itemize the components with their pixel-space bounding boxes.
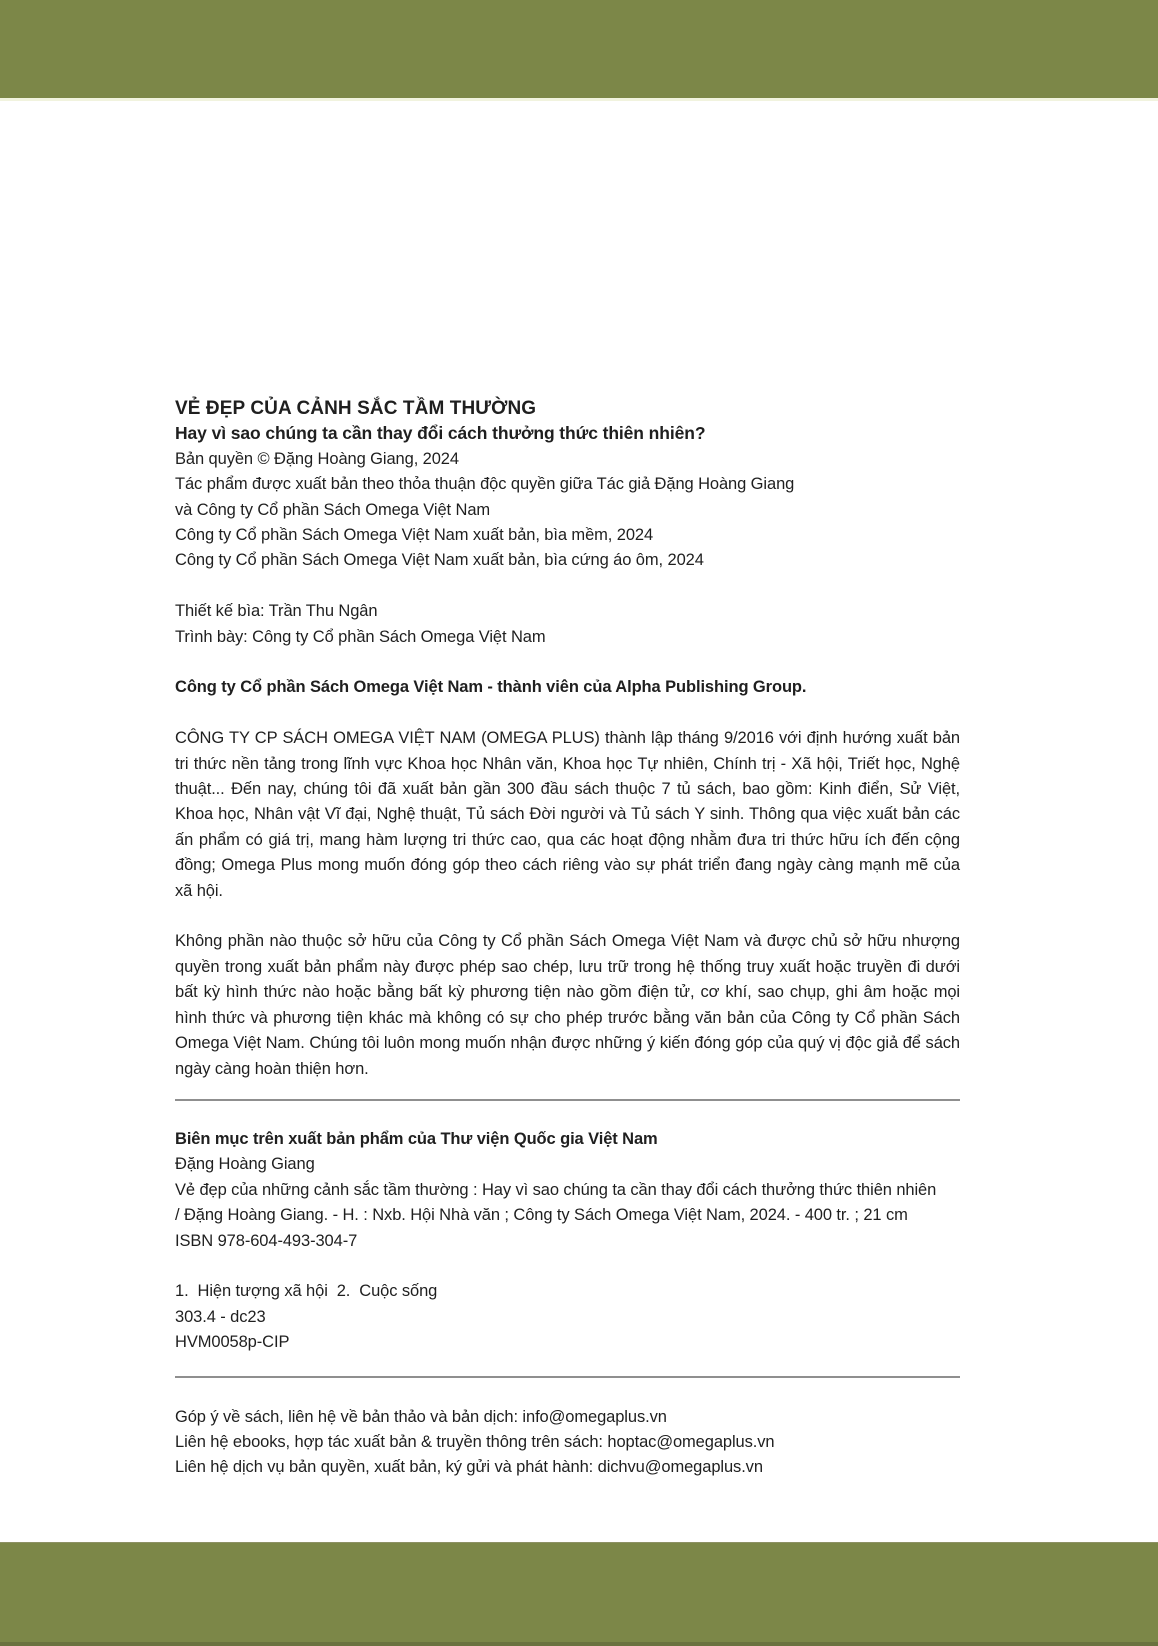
cip-ddc: 303.4 - dc23 (175, 1307, 266, 1326)
cip-block (175, 1127, 960, 1254)
copyright-line: và Công ty Cổ phần Sách Omega Việt Nam (175, 500, 491, 519)
cip-entry-line: Vẻ đẹp của những cảnh sắc tầm thường : Hay vì sao chúng ta cần thay đổi cách thưởng thức thiên nhiên (175, 1180, 937, 1199)
contact-line-feedback: Góp ý về sách, liên hệ về bản thảo và bản dịch: info@omegaplus.vn (175, 1407, 667, 1426)
top-olive-band (0, 0, 1158, 101)
membership-note: Công ty Cổ phần Sách Omega Việt Nam - thành viên của Alpha Publishing Group. (175, 678, 807, 697)
layout-credit: Trình bày: Công ty Cổ phần Sách Omega Việt Nam (175, 627, 546, 646)
rights-notice-paragraph: Không phần nào thuộc sở hữu của Công ty Cổ phần Sách Omega Việt Nam và được chủ sở hữu nhượng quyền trong xuất bản phẩm này được phép sao chép, lưu trữ trong hệ thống truy xuất hoặc truyền đi dưới bất kỳ hình thức nào hoặc bằng bất kỳ phương tiện nào gồm điện tử, cơ khí, sao chụp, ghi âm hoặc mọi hình thức và phương tiện khác mà không có sự cho phép trước bằng văn bản của Công ty Cổ phần Sách Omega Việt Nam. Chúng tôi luôn mong muốn nhận được những ý kiến đóng góp của quý vị độc giả để sách ngày càng hoàn thiện hơn. (175, 932, 960, 1078)
copyright-line: Bản quyền © Đặng Hoàng Giang, 2024 (175, 449, 459, 468)
copyright-line: Tác phẩm được xuất bản theo thỏa thuận độc quyền giữa Tác giả Đặng Hoàng Giang (175, 475, 795, 494)
divider-rule (175, 1099, 960, 1101)
divider-rule (175, 1376, 960, 1378)
copyright-line: Công ty Cổ phần Sách Omega Việt Nam xuất bản, bìa cứng áo ôm, 2024 (175, 551, 704, 570)
contact-line-ebooks: Liên hệ ebooks, hợp tác xuất bản & truyền thông trên sách: hoptac@omegaplus.vn (175, 1432, 775, 1451)
cip-subjects: 1. Hiện tượng xã hội 2. Cuộc sống (175, 1282, 438, 1301)
bottom-olive-band (0, 1542, 1158, 1646)
page-content (175, 396, 960, 1481)
cip-classification-block (175, 1279, 960, 1355)
cip-author: Đặng Hoàng Giang (175, 1155, 315, 1174)
book-title: VẺ ĐẸP CỦA CẢNH SẮC TẦM THƯỜNG (175, 398, 537, 419)
about-publisher-paragraph: CÔNG TY CP SÁCH OMEGA VIỆT NAM (OMEGA PLUS) thành lập tháng 9/2016 với định hướng xuất bản tri thức nền tảng trong lĩnh vực Khoa học Nhân văn, Khoa học Tự nhiên, Chính trị - Xã hội, Triết học, Nghệ thuật... Đến nay, chúng tôi đã xuất bản gần 300 đầu sách thuộc 7 tủ sách, bao gồm: Kinh điển, Sử Việt, Khoa học, Nhân vật Vĩ đại, Nghệ thuật, Tủ sách Đời người và Tủ sách Y sinh. Thông qua việc xuất bản các ấn phẩm có giá trị, mang hàm lượng tri thức cao, qua các hoạt động nhằm đưa tri thức hữu ích đến cộng đồng; Omega Plus mong muốn đóng góp theo cách riêng vào sự phát triển đang ngày càng mạnh mẽ của xã hội. (175, 729, 960, 900)
book-subtitle: Hay vì sao chúng ta cần thay đổi cách thưởng thức thiên nhiên? (175, 423, 706, 444)
copyright-line: Công ty Cổ phần Sách Omega Việt Nam xuất bản, bìa mềm, 2024 (175, 526, 654, 545)
contact-block (175, 1405, 960, 1481)
contact-line-services: Liên hệ dịch vụ bản quyền, xuất bản, ký gửi và phát hành: dichvu@omegaplus.vn (175, 1458, 763, 1477)
cover-design-credit: Thiết kế bìa: Trần Thu Ngân (175, 602, 378, 621)
front-matter-block (175, 396, 960, 574)
cip-heading: Biên mục trên xuất bản phẩm của Thư viện Quốc gia Việt Nam (175, 1129, 658, 1148)
cip-code: HVM0058p-CIP (175, 1333, 290, 1352)
credits-block (175, 599, 960, 650)
cip-entry-line: / Đặng Hoàng Giang. - H. : Nxb. Hội Nhà văn ; Công ty Sách Omega Việt Nam, 2024. - 400 tr. ; 21 cm (175, 1206, 908, 1225)
cip-isbn: ISBN 978-604-493-304-7 (175, 1231, 358, 1250)
